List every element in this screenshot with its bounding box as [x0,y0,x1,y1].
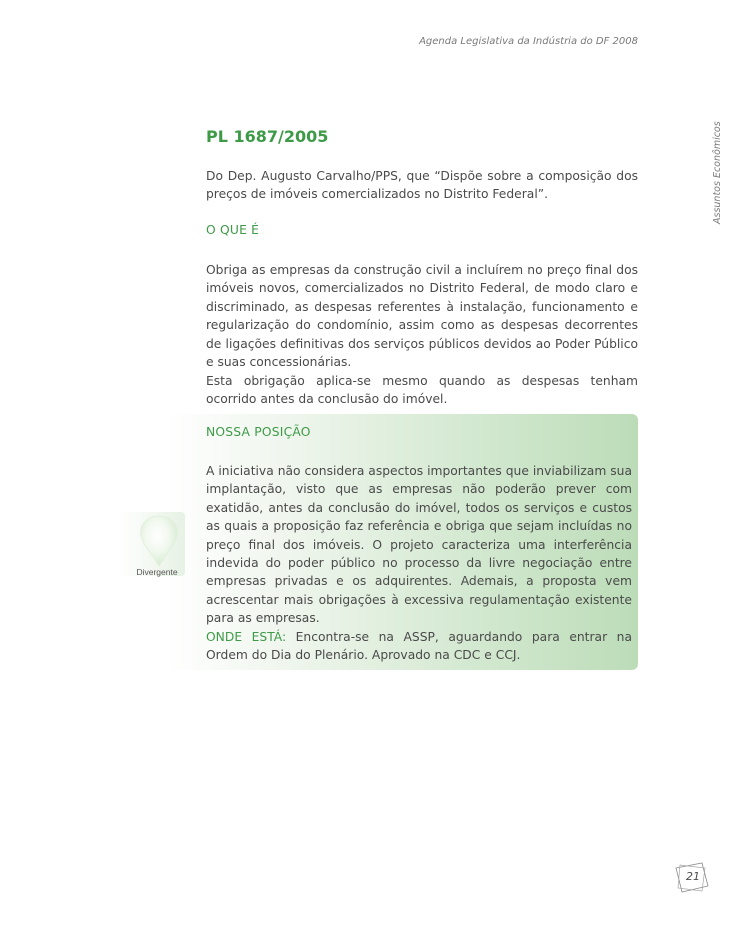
position-box [113,414,638,670]
position-text: A iniciativa não considera aspectos importantes que inviabilizam sua implantação, visto que as empresas não poderão prever com exatidão, antes da conclusão do imóvel, todos os serviços e custos as quais a proposição faz referência e obriga que sejam incluídas no preço final dos imóveis. O projeto caracteriza uma interferência indevida do poder público no processo da livre negociação entre empresas privadas e os adquirentes. Ademais, a proposta vem acrescentar mais obrigações à excessiva regulamentação existente para as empresas. [206,464,632,626]
bill-author-text: Do Dep. Augusto Carvalho/PPS, que “Dispõe sobre a composição dos preços de imóveis comercializados no Distrito Federal”. [206,169,638,202]
bill-title: PL 1687/2005 [206,127,329,146]
running-header: Agenda Legislativa da Indústria do DF 2008 [419,36,638,47]
what-is-paragraph-2: Esta obrigação aplica-se mesmo quando as despesas tenham ocorrido antes da conclusão do imóvel. [206,374,638,407]
main-content [206,125,638,407]
where-label: ONDE ESTÁ: [206,630,287,644]
section-side-label: Assuntos Econômicos [712,121,723,224]
what-is-heading: O QUE É [206,223,260,237]
stance-label: Divergente [136,567,178,577]
what-is-paragraph-1: Obriga as empresas da construção civil a incluírem no preço final dos imóveis novos, comercializados no Distrito Federal, de modo claro e discriminado, as despesas referentes à instalação, funcionamento e regularização do condomínio, assim como as despesas decorrentes de ligações definitivas dos serviços públicos devidos ao Poder Público e suas concessionárias. [206,263,638,370]
page-number: 21 [686,870,700,883]
where-paragraph [206,628,632,665]
where-text: Encontra-se na ASSP, aguardando para entrar na Ordem do Dia do Plenário. Aprovado na CDC e CCJ. [206,630,632,663]
position-heading: NOSSA POSIÇÃO [206,425,311,439]
